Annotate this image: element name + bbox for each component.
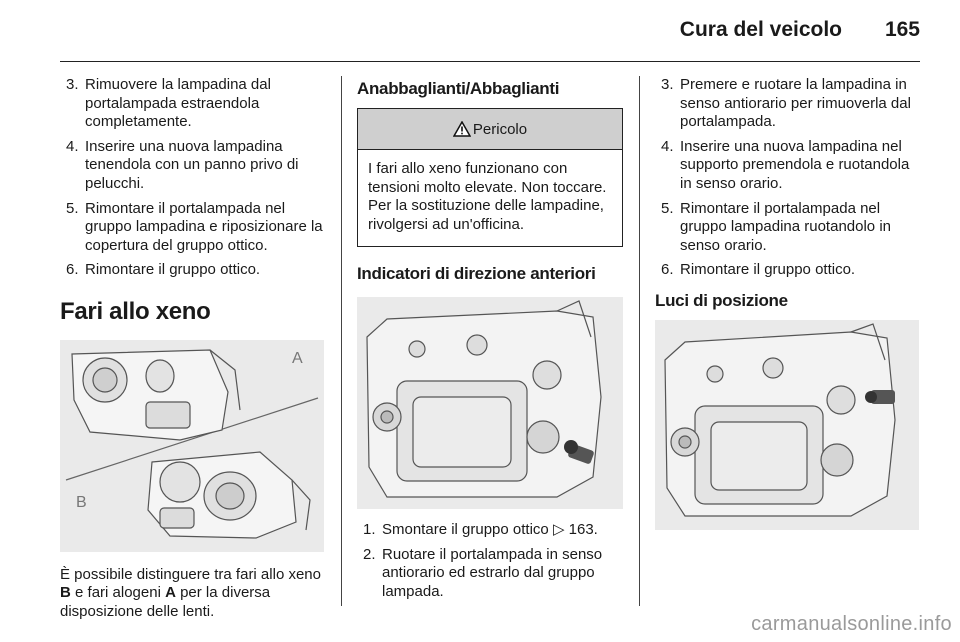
desc-text-2: e fari alogeni xyxy=(70,584,166,602)
column-divider xyxy=(341,76,342,606)
danger-header xyxy=(358,109,622,150)
headlight-rear-illustration xyxy=(357,297,623,509)
step-number: 2. xyxy=(363,545,376,563)
figure-label-a: A xyxy=(292,349,303,367)
step-text: Rimontare il portalampada nel gruppo lampadina e riposizionare la copertura del gruppo ottico. xyxy=(85,199,323,254)
danger-box xyxy=(357,108,623,247)
step-text xyxy=(382,521,623,540)
xenon-description xyxy=(60,566,326,622)
step-text: Rimontare il gruppo ottico. xyxy=(85,261,261,279)
step-number: 4. xyxy=(66,137,79,155)
bulb-holder-icon xyxy=(865,390,895,404)
page-ref: 163. xyxy=(568,521,598,538)
step-number: 3. xyxy=(661,76,674,93)
list-item xyxy=(60,138,326,194)
list-item xyxy=(655,138,921,194)
position-light-figure xyxy=(655,320,919,530)
step-number: 1. xyxy=(363,521,376,538)
running-header-title: Cura del veicolo xyxy=(679,18,842,41)
headlight-illustration xyxy=(60,340,324,552)
column-middle xyxy=(357,76,623,607)
front-indicator-figure xyxy=(357,297,623,509)
step-text: Inserire una nuova lampadina nel supporto premendola e ruotandola in senso orario. xyxy=(680,137,910,192)
step-text: Rimontare il portalampada nel gruppo lampadina ruotandolo in senso orario. xyxy=(680,199,891,254)
desc-bold-b: B xyxy=(60,584,71,602)
page-ref-arrow-icon: ▷ xyxy=(552,521,565,538)
warning-triangle-icon xyxy=(453,121,471,137)
steps-list-left xyxy=(60,76,326,280)
step-number: 5. xyxy=(661,199,674,217)
step-number: 3. xyxy=(66,76,79,93)
step-number: 4. xyxy=(661,137,674,155)
list-item xyxy=(60,200,326,256)
figure-label-b: B xyxy=(76,493,87,511)
step-text: Rimuovere la lampadina dal portalampada estraendola completamente. xyxy=(85,76,271,131)
subtitle-front-indicators: Indicatori di direzione anteriori xyxy=(357,264,596,283)
desc-text-3: per la diversa disposizione delle lenti. xyxy=(60,584,271,620)
column-divider xyxy=(639,76,640,606)
column-right xyxy=(655,76,921,530)
step-text-main: Smontare il gruppo ottico xyxy=(382,521,549,538)
list-item xyxy=(60,76,326,132)
list-item xyxy=(655,200,921,256)
step-number: 6. xyxy=(661,261,674,279)
headlight-rear-illustration xyxy=(655,320,919,530)
step-text: Inserire una nuova lampadina tenendola con un panno privo di pelucchi. xyxy=(85,137,299,192)
watermark: carmanualsonline.info xyxy=(751,613,952,635)
list-item xyxy=(357,546,623,602)
desc-text-1: È possibile distinguere tra fari allo xeno xyxy=(60,565,321,583)
list-item xyxy=(655,261,921,280)
subtitle-low-high-beam: Anabbaglianti/Abbaglianti xyxy=(357,79,560,98)
list-item xyxy=(655,76,921,132)
danger-text: I fari allo xeno funzionano con tensioni molto elevate. Non toccare. Per la sostituzione delle lampadine, rivolgersi ad un'officina. xyxy=(368,160,607,233)
steps-list-right xyxy=(655,76,921,280)
step-number: 6. xyxy=(66,261,79,279)
list-item xyxy=(60,261,326,280)
step-text: Ruotare il portalampada in senso antiorario ed estrarlo dal gruppo lampada. xyxy=(382,545,603,600)
danger-title: Pericolo xyxy=(472,120,528,138)
column-left xyxy=(60,76,326,621)
steps-list-middle xyxy=(357,521,623,601)
page-number: 165 xyxy=(884,18,920,41)
headlight-comparison-figure xyxy=(60,340,324,552)
desc-bold-a: A xyxy=(165,584,176,602)
step-text: Rimontare il gruppo ottico. xyxy=(680,261,856,279)
header-rule xyxy=(60,61,920,62)
list-item xyxy=(357,521,623,540)
subtitle-position-lights: Luci di posizione xyxy=(655,290,788,310)
step-number: 5. xyxy=(66,199,79,217)
step-text: Premere e ruotare la lampadina in senso antiorario per rimuoverla dal portalampada. xyxy=(680,76,911,131)
section-title-xenon: Fari allo xeno xyxy=(60,297,211,325)
